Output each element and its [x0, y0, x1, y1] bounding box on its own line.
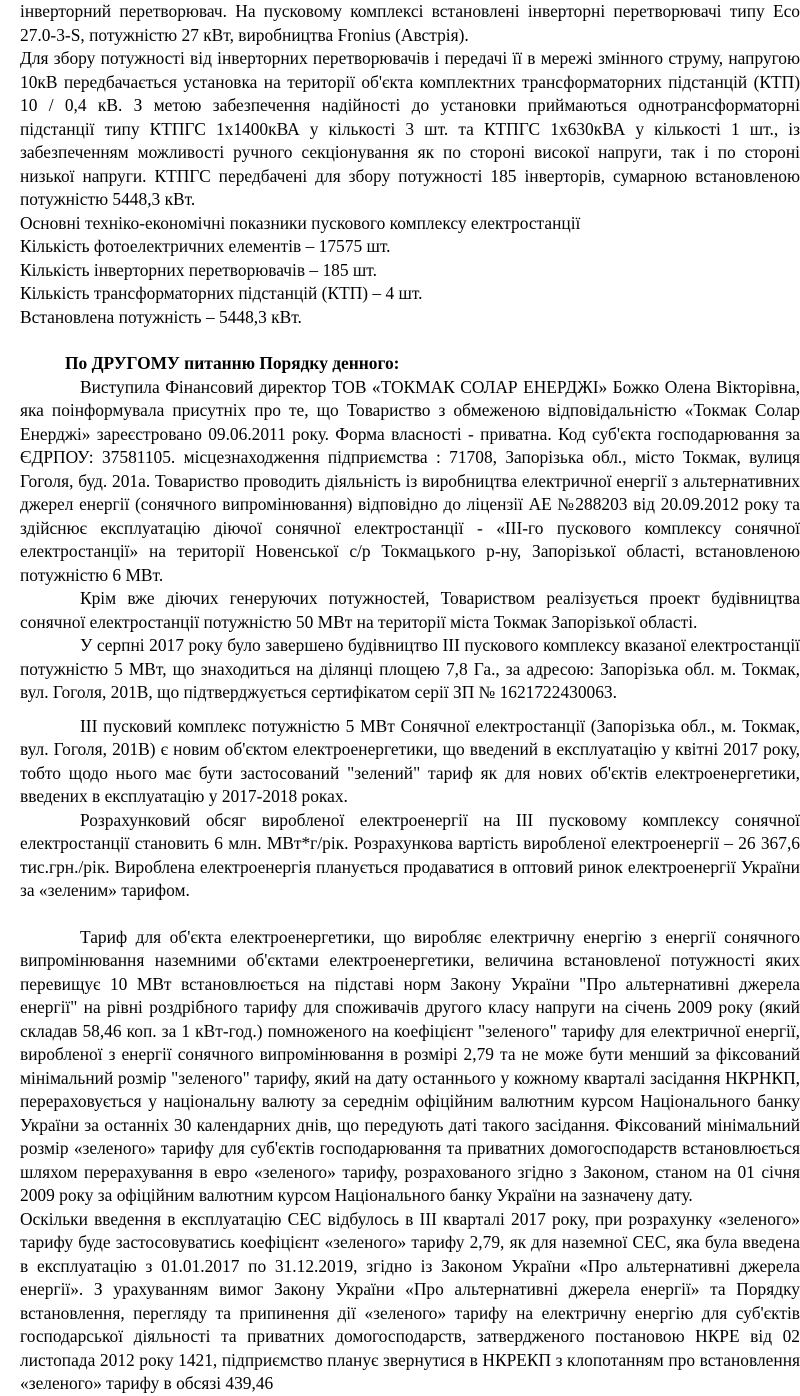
spacer: [20, 705, 800, 715]
indicator-item: Кількість інверторних перетворювачів – 185 шт.: [20, 259, 377, 280]
indicator-item: Кількість трансформаторних підстанцій (КТП) – 4 шт.: [20, 283, 423, 303]
paragraph-substations: Для збору потужності від інверторних перетворювачів і передачі її в мережі змінного струму, напругою 10кВ передбачається установка на території об'єкта комплектних трансформаторних підстанцій (КТП) 10 / 0,4 кВ. З метою забезпечення надійності до установки приймаються однотрансформаторні підстанції типу КТПГС 1х1400кВА у кількості 3 шт. та КТПГС 1х630кВА у кількості 1 шт., із забезпеченням можливості ручного секціонування як по стороні високої напруги, так і по стороні низької напруги. КТПГС передбачені для збору потужності 185 інверторів, сумарною встановленою потужністю 5448,3 кВт.: [20, 48, 800, 209]
paragraph-estimated-output: Розрахунковий обсяг виробленої електроенергії на ІІІ пусковому комплексу сонячної електростанції становить 6 млн. МВт*г/рік. Розрахункова вартість виробленої електроенергії – 26 367,6 тис.грн./рік. Вироблена електроенергія планується продаватися в оптовий ринок електроенергії України за «зеленим» тарифом.: [20, 809, 800, 900]
agenda-heading: По ДРУГОМУ питанню Порядку денного:: [65, 353, 400, 373]
paragraph-new-project: Крім вже діючих генеруючих потужностей, Товариством реалізується проект будівництва сонячної електростанції потужністю 50 МВт на території міста Токмак Запорізької області.: [20, 588, 800, 632]
indicator-list-title: Основні техніко-економічні показники пускового комплексу електростанції: [20, 212, 581, 233]
indicator-item: Кількість фотоелектричних елементів – 17575 шт.: [20, 236, 391, 256]
paragraph-inverters: інверторний перетворювач. На пусковому комплексі встановлені інверторні перетворювачі типу Eco 27.0-3-S, потужністю 27 кВт, виробництва Fronius (Австрія).: [20, 1, 800, 45]
paragraph-green-tariff: Оскільки введення в експлуатацію СЕС відбулось в ІІІ кварталі 2017 року, при розрахунку «зеленого» тарифу буде застосовуватись коефіцієнт «зеленого» тарифу 2,79, як для наземної СЕС, яка була введена в експлуатацію з 01.01.2017 по 31.12.2019, згідно із Законом України «Про альтернативні джерела енергії». З урахуванням вимог Закону України «Про альтернативні джерела енергії» та Порядку встановлення, перегляду та припинення дії «зеленого» тарифу на електричну енергію для суб'єктів господарської діяльності та приватних домогосподарств, затвердженого постановою НКРЕ від 02 листопада 2012 року 1421, підприємство планує звернутися в НКРЕКП з клопотанням про встановлення «зеленого» тарифу в обсязі 439,46: [20, 1208, 800, 1393]
paragraph-tariff: Тариф для об'єкта електроенергетики, що виробляє електричну енергію з енергії сонячного випромінювання наземними об'єктами електроенергетики, величина встановленої потужності яких перевищує 10 МВт встановлюється на підставі норм Закону України "Про альтернативні джерела енергії" на рівні роздрібного тарифу для споживачів другого класу напруги на січень 2009 року (який складав 58,46 коп. за 1 кВт-год.) помноженого на коефіцієнт "зеленого" тарифу для електричної енергії, виробленої з енергії сонячного випромінювання в розмірі 2,79 та не може бути менший за фіксований мінімальний розмір "зеленого" тарифу, який на дату останнього у кожному кварталі засідання НКРНКП, перераховується у національну валюту за середнім офіційним валютним курсом Національного банку України за останніх 30 календарних днів, що передують даті такого засідання. Фіксований мінімальний розмір «зеленого» тарифу для суб'єктів господарювання та приватних домогосподарств встановлюється шляхом перерахування в евро «зеленого» тарифу, розрахованого згідно з Законом, станом на 01 січня 2009 року за офіційним валютним курсом Національного банку України на зазначену дату.: [20, 926, 800, 1205]
spacer: [20, 329, 800, 352]
indicator-list: [20, 212, 800, 330]
spacer: [20, 903, 800, 926]
indicator-item: Встановлена потужність – 5448,3 кВт.: [20, 306, 302, 327]
paragraph-construction: У серпні 2017 року було завершено будівництво ІІІ пускового комплексу вказаної електростанції потужністю 5 МВт, що знаходиться на ділянці площею 7,8 Га., за адресою: Запорізька обл. м. Токмак, вул. Гоголя, 201В, що підтверджується сертифікатом серії ЗП № 1621722430063.: [20, 635, 800, 702]
paragraph-new-object: ІІІ пусковий комплекс потужністю 5 МВт Сонячної електростанції (Запорізька обл., м. Токмак, вул. Гоголя, 201В) є новим об'єктом електроенергетики, що введений в експлуатацію у квітні 2017 року, тобто щодо нього має бути застосований "зелений" тариф як для нових об'єктів електроенергетики, введених в експлуатацію у 2017-2018 роках.: [20, 715, 800, 806]
paragraph-company-info: Виступила Фінансовий директор ТОВ «ТОКМАК СОЛАР ЕНЕРДЖІ» Божко Олена Вікторівна, яка поінформувала присутніх про те, що Товариство з обмеженою відповідальністю «Токмак Солар Енерджі» зареєстровано 09.06.2011 року. Форма власності - приватна. Код суб'єкта господарювання за ЄДРПОУ: 37581105. місцезнаходження підприємства : 71708, Запорізька обл., місто Токмак, вулиця Гоголя, буд. 201а. Товариство проводить діяльність із виробництва електричної енергії з альтернативних джерел енергії (сонячного випромінювання) відповідно до ліцензії АЕ №288203 від 20.09.2012 року та здійснює експлуатацію діючої сонячної електростанції - «ІІІ-го пускового комплексу сонячної електростанції» на території Новенської с/р Токмацького р-ну, Запорізької області, встановленою потужністю 6 МВт.: [20, 376, 800, 585]
